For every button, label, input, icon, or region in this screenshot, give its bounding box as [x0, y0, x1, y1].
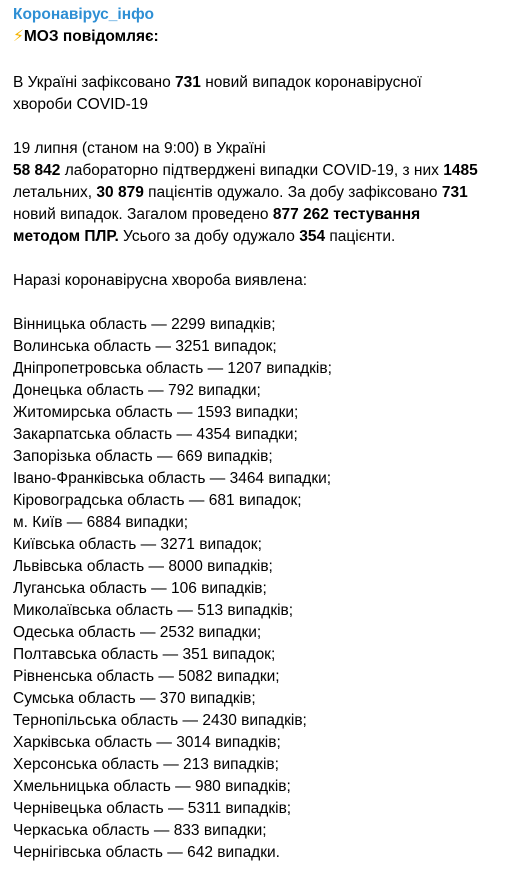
stats-line-5: методом ПЛР. Усього за добу одужало 354 пацієнти. — [13, 228, 396, 245]
list-item: Вінницька область — 2299 випадків; — [13, 316, 276, 333]
regions-list — [13, 314, 515, 864]
list-item: Закарпатська область — 4354 випадки; — [13, 426, 298, 443]
list-item: Луганська область — 106 випадків; — [13, 580, 267, 597]
list-item: Чернігівська область — 642 випадки. — [13, 844, 280, 861]
list-item: Херсонська область — 213 випадків; — [13, 756, 279, 773]
channel-name-link[interactable]: Коронавірус_інфо — [13, 6, 154, 23]
list-item: Полтавська область — 351 випадок; — [13, 646, 276, 663]
regions-intro: Наразі коронавірусна хвороба виявлена: — [13, 272, 308, 289]
stats-line-1: 19 липня (станом на 9:00) в Україні — [13, 140, 266, 157]
list-item: Дніпропетровська область — 1207 випадків; — [13, 360, 332, 377]
list-item: Кіровоградська область — 681 випадок; — [13, 492, 302, 509]
list-item: Сумська область — 370 випадків; — [13, 690, 256, 707]
list-item: Івано-Франківська область — 3464 випадки; — [13, 470, 332, 487]
list-item: Рівненська область — 5082 випадки; — [13, 668, 280, 685]
lightning-icon: ⚡ — [13, 28, 24, 45]
list-item: Житомирська область — 1593 випадки; — [13, 404, 299, 421]
message-heading — [13, 26, 515, 50]
list-item: Запорізька область — 669 випадків; — [13, 448, 273, 465]
message-body — [13, 50, 515, 864]
stats-line-2: 58 842 лабораторно підтверджені випадки COVID-19, з них 1485 — [13, 162, 478, 179]
list-item: м. Київ — 6884 випадки; — [13, 514, 189, 531]
list-item: Волинська область — 3251 випадок; — [13, 338, 277, 355]
heading-text: МОЗ повідомляє: — [23, 28, 159, 45]
list-item: Київська область — 3271 випадок; — [13, 536, 262, 553]
stats-line-3: летальних, 30 879 пацієнтів одужало. За добу зафіксовано 731 — [13, 184, 468, 201]
list-item: Хмельницька область — 980 випадків; — [13, 778, 291, 795]
list-item: Чернівецька область — 5311 випадків; — [13, 800, 292, 817]
list-item: Тернопільська область — 2430 випадків; — [13, 712, 307, 729]
list-item: Миколаївська область — 513 випадків; — [13, 602, 294, 619]
intro-line-1: В Україні зафіксовано 731 новий випадок коронавірусної — [13, 74, 422, 91]
intro-line-2: хвороби COVID-19 — [13, 96, 149, 113]
stats-line-4: новий випадок. Загалом проведено 877 262 тестування — [13, 206, 421, 223]
list-item: Харківська область — 3014 випадків; — [13, 734, 281, 751]
list-item: Черкаська область — 833 випадки; — [13, 822, 267, 839]
list-item: Львівська область — 8000 випадків; — [13, 558, 273, 575]
list-item: Донецька область — 792 випадки; — [13, 382, 261, 399]
list-item: Одеська область — 2532 випадки; — [13, 624, 262, 641]
